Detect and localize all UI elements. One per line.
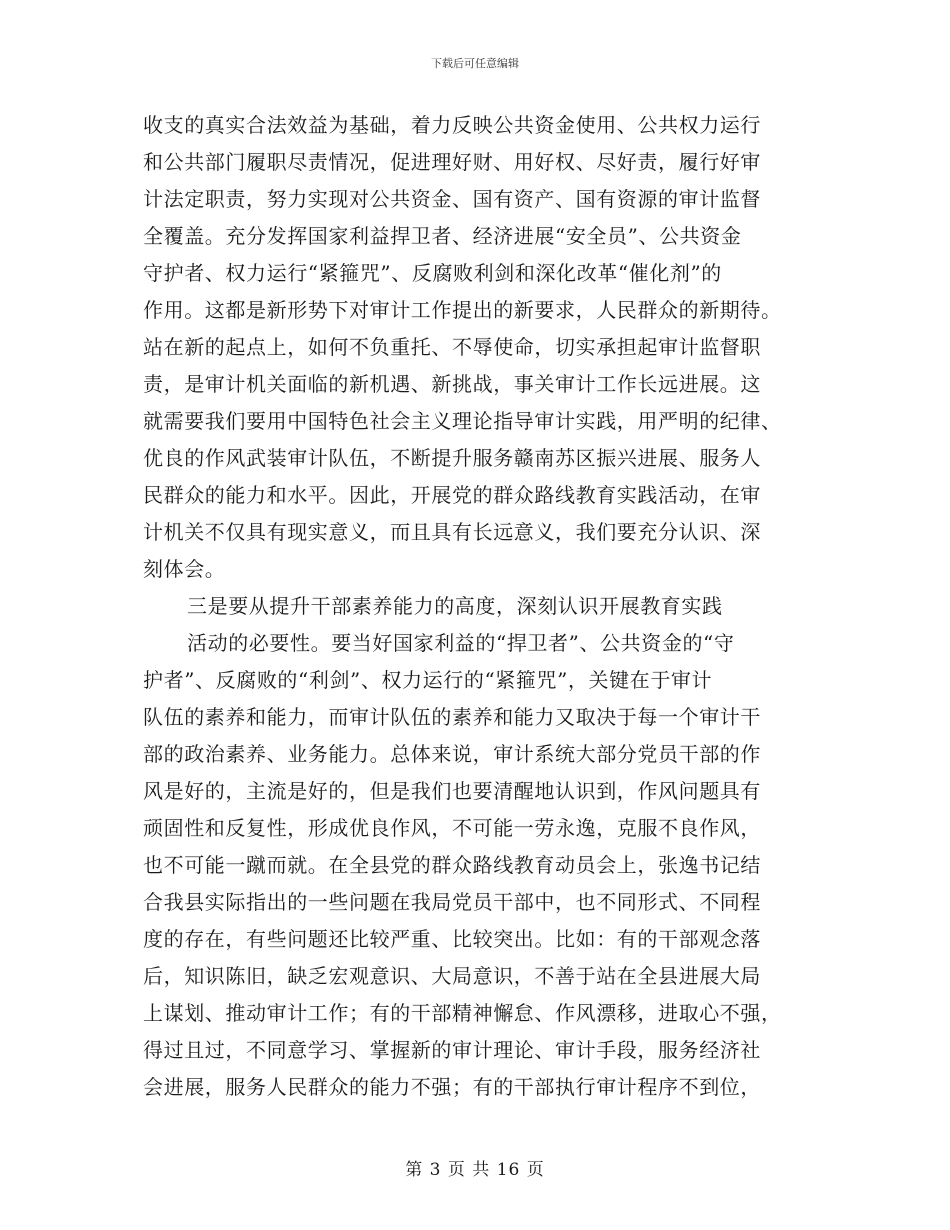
text-line: 责，是审计机关面临的新机遇、新挑战，事关审计工作长远进展。这: [143, 372, 761, 396]
text-line: 站在新的起点上，如何不负重托、不辱使命，切实承担起审计监督职: [143, 335, 761, 359]
text-line: 作用。这都是新形势下对审计工作提出的新要求，人民群众的新期待。: [143, 298, 782, 322]
text-line: 和公共部门履职尽责情况，促进理好财、用好权、尽好责，履行好审: [143, 150, 761, 174]
text-line: 优良的作风武装审计队伍，不断提升服务赣南苏区振兴进展、服务人: [143, 446, 761, 470]
text-line: 顽固性和反复性，形成优良作风，不可能一劳永逸，克服不良作风，: [143, 816, 761, 840]
text-line: 守护者、权力运行“紧箍咒”、反腐败利剑和深化改革“催化剂”的: [143, 261, 722, 285]
text-line: 后，知识陈旧，缺乏宏观意识、大局意识，不善于站在全县进展大局: [143, 964, 761, 988]
page-header-note: 下载后可任意编辑: [431, 57, 519, 70]
text-line: 度的存在，有些问题还比较严重、比较突出。比如：有的干部观念落: [143, 927, 761, 951]
section-heading-line: 三是要从提升干部素养能力的高度，深刻认识开展教育实践: [187, 594, 723, 618]
text-line: 会进展，服务人民群众的能力不强；有的干部执行审计程序不到位，: [143, 1075, 761, 1099]
text-line: 部的政治素养、业务能力。总体来说，审计系统大部分党员干部的作: [143, 742, 761, 766]
text-line: 活动的必要性。要当好国家利益的“捍卫者”、公共资金的“守: [187, 631, 735, 655]
text-line: 全覆盖。充分发挥国家利益捍卫者、经济进展“安全员”、公共资金: [143, 224, 742, 248]
text-line: 上谋划、推动审计工作；有的干部精神懈怠、作风漂移，进取心不强，: [143, 1001, 782, 1025]
text-line: 刻体会。: [143, 557, 226, 581]
text-line: 得过且过，不同意学习、掌握新的审计理论、审计手段，服务经济社: [143, 1038, 761, 1062]
text-line: 就需要我们要用中国特色社会主义理论指导审计实践，用严明的纪律、: [143, 409, 782, 433]
text-line: 护者”、反腐败的“利剑”、权力运行的“紧箍咒”，关键在于审计: [143, 668, 713, 692]
text-line: 也不可能一蹴而就。在全县党的群众路线教育动员会上，张逸书记结: [143, 853, 761, 877]
document-body: [143, 107, 813, 1106]
text-line: 计法定职责，努力实现对公共资金、国有资产、国有资源的审计监督: [143, 187, 761, 211]
text-line: 民群众的能力和水平。因此，开展党的群众路线教育实践活动，在审: [143, 483, 761, 507]
text-line: 风是好的，主流是好的，但是我们也要清醒地认识到，作风问题具有: [143, 779, 761, 803]
page-number: 第 3 页 共 16 页: [405, 1160, 545, 1180]
text-line: 计机关不仅具有现实意义，而且具有长远意义，我们要充分认识、深: [143, 520, 761, 544]
text-line: 队伍的素养和能力，而审计队伍的素养和能力又取决于每一个审计干: [143, 705, 761, 729]
text-line: 合我县实际指出的一些问题在我局党员干部中，也不同形式、不同程: [143, 890, 761, 914]
text-line: 收支的真实合法效益为基础，着力反映公共资金使用、公共权力运行: [143, 113, 761, 137]
